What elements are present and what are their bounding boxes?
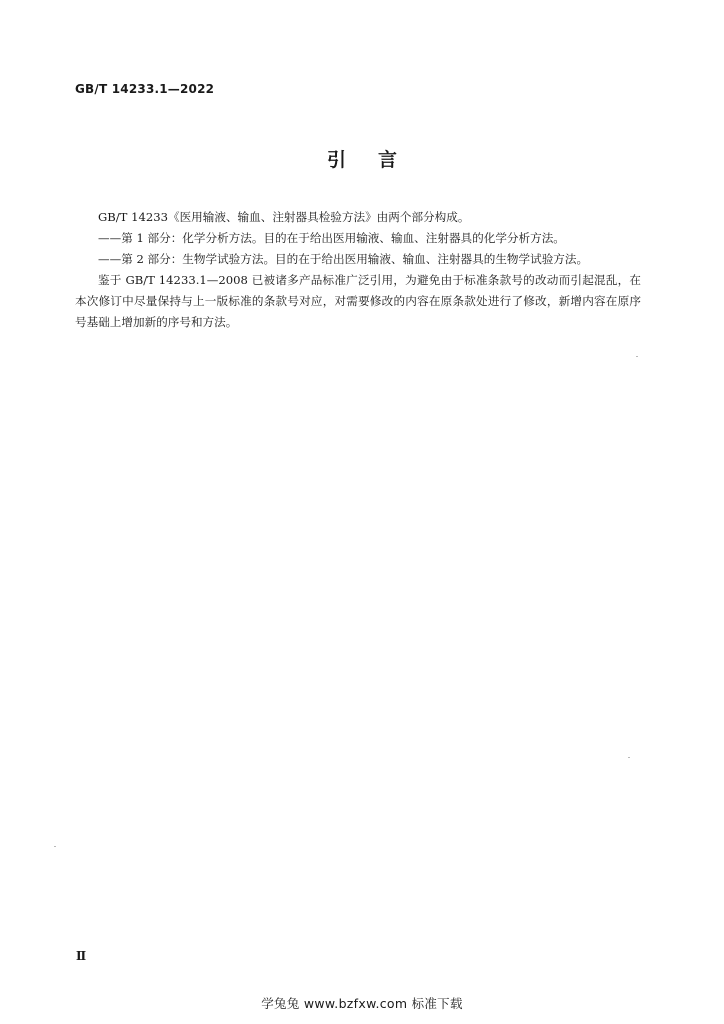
page-number: Ⅱ	[76, 949, 87, 963]
introduction-body	[75, 207, 641, 333]
section-title: 引言	[326, 149, 429, 171]
scan-speck	[636, 356, 638, 357]
standard-code: GB/T 14233.1—2022	[75, 82, 215, 96]
paragraph-overview: GB/T 14233《医用输液、输血、注射器具检验方法》由两个部分构成。	[98, 210, 470, 224]
paragraph-part-2: ——第 2 部分：生物学试验方法。目的在于给出医用输液、输血、注射器具的生物学试验方法。	[98, 252, 589, 266]
scan-speck	[628, 757, 630, 758]
paragraph-part-1: ——第 1 部分：化学分析方法。目的在于给出医用输液、输血、注射器具的化学分析方法。	[98, 231, 565, 245]
paragraph-revision-note: 鉴于 GB/T 14233.1—2008 已被诸多产品标准广泛引用，为避免由于标准条款号的改动而引起混乱，在本次修订中尽量保持与上一版标准的条款号对应，对需要修改的内容在原条款处进行了修改，新增内容在原序号基础上增加新的序号和方法。	[75, 273, 641, 329]
footer-watermark: 学兔兔 www.bzfxw.com 标准下载	[261, 996, 463, 1011]
scan-speck	[54, 846, 56, 847]
